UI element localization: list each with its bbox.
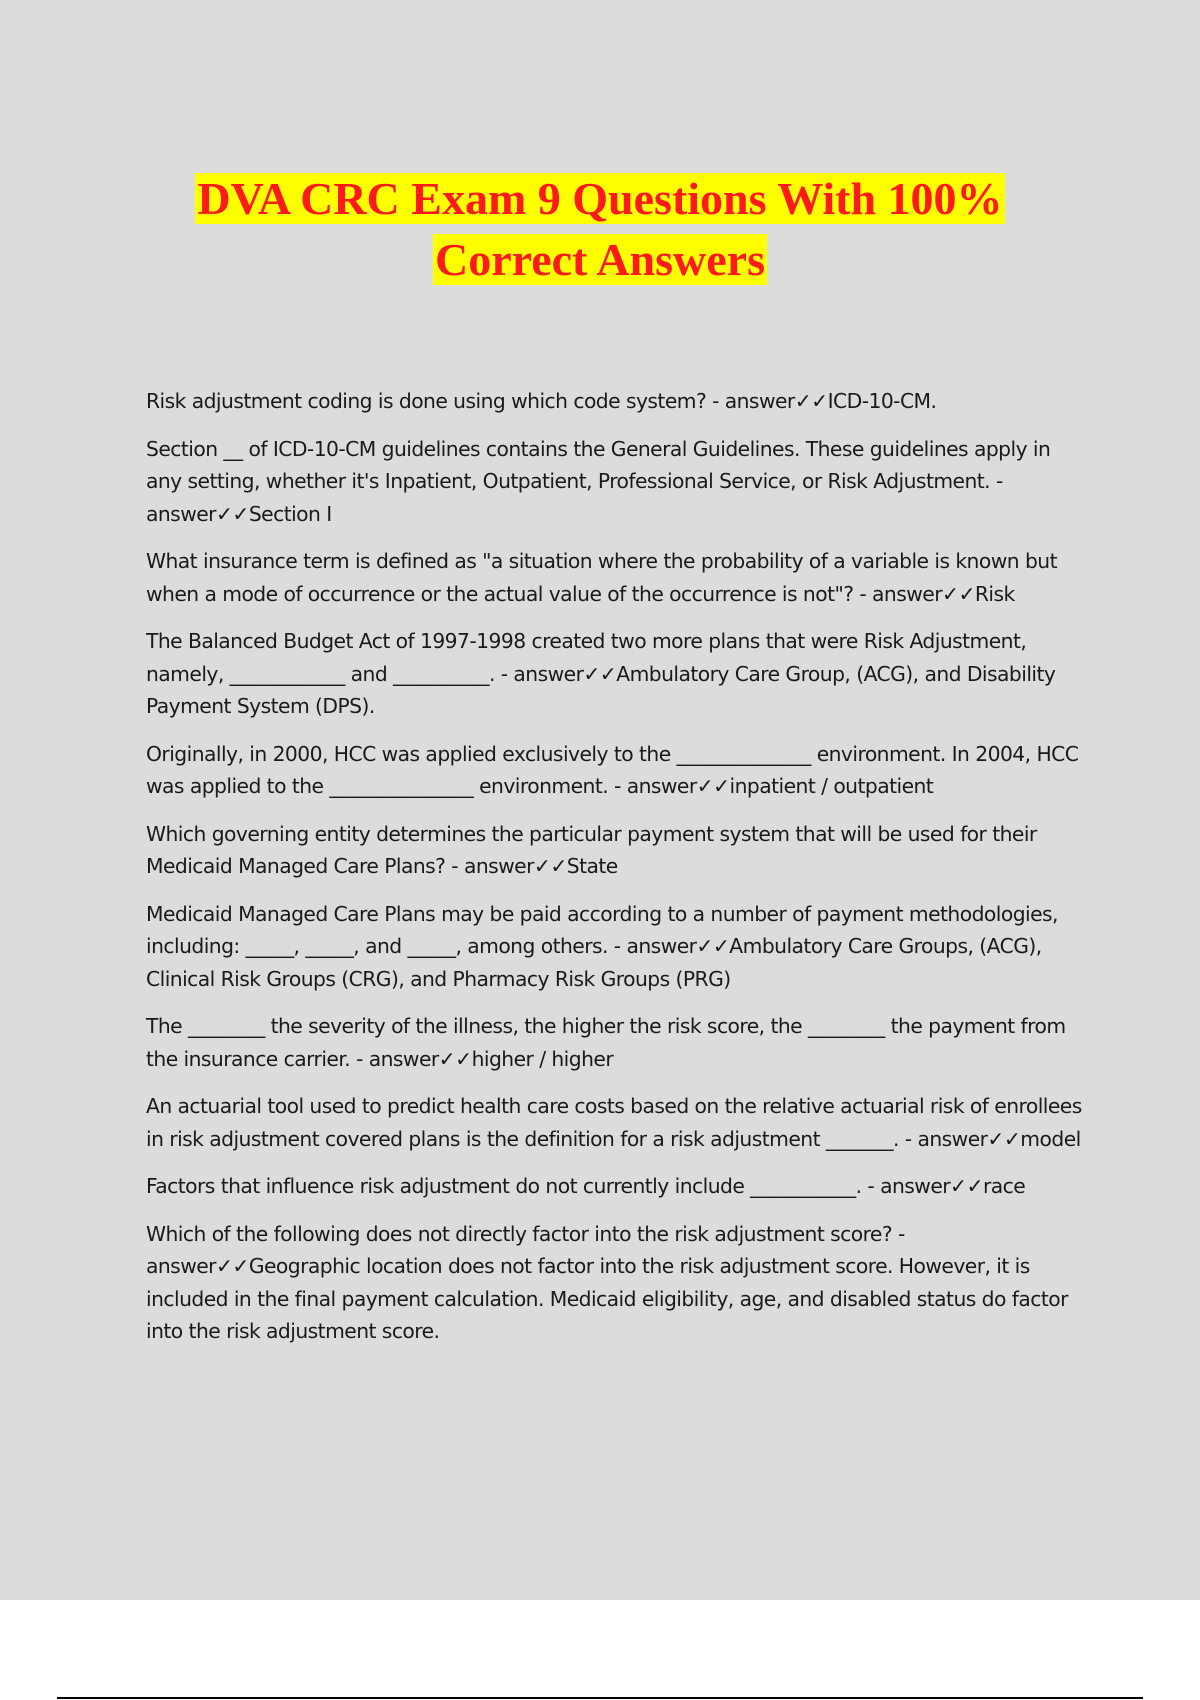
title-line-1: DVA CRC Exam 9 Questions With 100% — [197, 173, 1003, 224]
question-item-8: The ________ the severity of the illness, the higher the risk score, the ________ the payment from the insurance carrier. - answer✓✓higher / higher — [146, 1014, 1066, 1071]
question-item-11: Which of the following does not directly factor into the risk adjustment score? - answer✓✓Geographic location does not factor into the risk adjustment score. However, it is included in the final payment calculation. Medicaid eligibility, age, and disabled status do factor into the risk adjustment score. — [146, 1221, 1068, 1343]
question-item-1: Risk adjustment coding is done using which code system? - answer✓✓ICD-10-CM. — [146, 389, 937, 413]
question-item-3: What insurance term is defined as "a situation where the probability of a variable is known but when a mode of occurrence or the actual value of the occurrence is not"? - answer✓✓Risk — [146, 549, 1057, 606]
page-bottom-divider — [57, 1697, 1143, 1699]
title-line-2: Correct Answers — [435, 234, 765, 285]
question-list — [146, 385, 1086, 1363]
question-item-9: An actuarial tool used to predict health care costs based on the relative actuarial risk of enrollees in risk adjustment covered plans is the definition for a risk adjustment _______. - answer✓✓model — [146, 1094, 1082, 1151]
question-item-10: Factors that influence risk adjustment do not currently include ___________. - answer✓✓race — [146, 1174, 1026, 1198]
question-item-5: Originally, in 2000, HCC was applied exclusively to the ______________ environment. In 2004, HCC was applied to the _______________ environment. - answer✓✓inpatient / outpatient — [146, 741, 1079, 798]
document-title — [0, 168, 1200, 290]
question-item-6: Which governing entity determines the particular payment system that will be used for their Medicaid Managed Care Plans? - answer✓✓State — [146, 821, 1037, 878]
question-item-2: Section __ of ICD-10-CM guidelines contains the General Guidelines. These guidelines apply in any setting, whether it's Inpatient, Outpatient, Professional Service, or Risk Adjustment. - answer✓✓Section I — [146, 436, 1051, 526]
question-item-7: Medicaid Managed Care Plans may be paid according to a number of payment methodologies, including: _____, _____, and _____, among others. - answer✓✓Ambulatory Care Groups, (ACG), Clinical Risk Groups (CRG), and Pharmacy Risk Groups (PRG) — [146, 901, 1058, 991]
question-item-4: The Balanced Budget Act of 1997-1998 created two more plans that were Risk Adjustment, namely, ____________ and __________. - answer✓✓Ambulatory Care Group, (ACG), and Disability Payment System (DPS). — [146, 629, 1056, 718]
